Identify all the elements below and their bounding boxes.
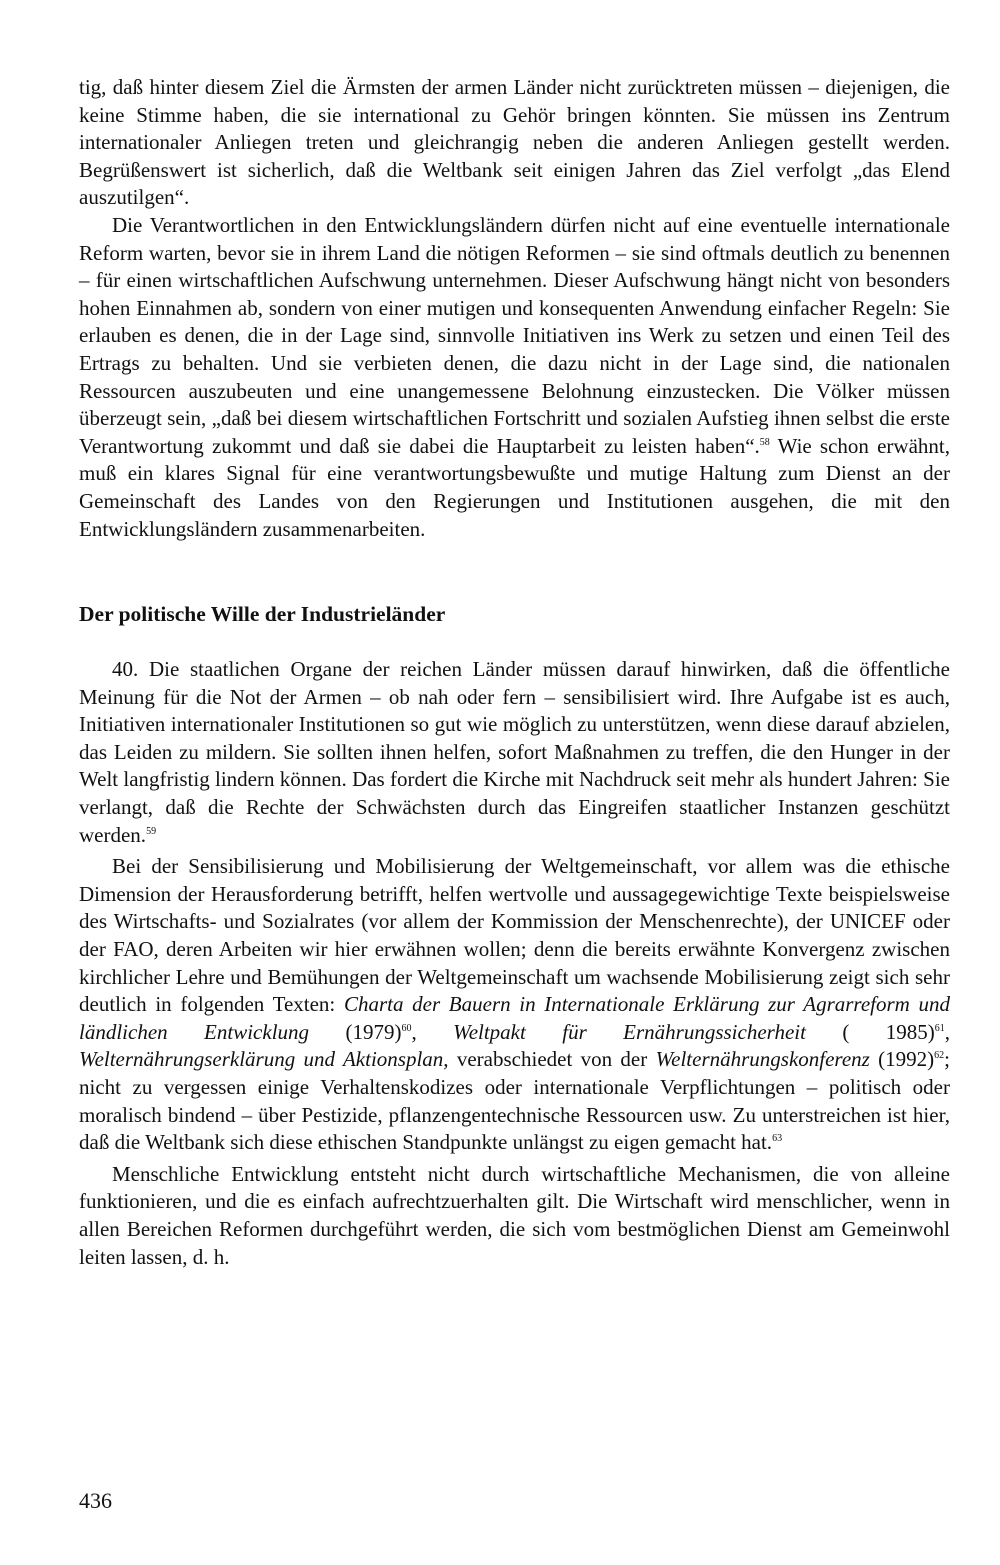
text-run: ,	[944, 1019, 951, 1044]
text-run: (1979)	[309, 1019, 402, 1044]
text-run: (1992)	[869, 1047, 935, 1072]
paragraph-mobilization	[79, 853, 950, 1157]
paragraph-developing-countries	[79, 212, 950, 543]
document-title: Welternährungserklärung und Aktionsplan,	[79, 1047, 449, 1072]
footnote-marker: 62	[934, 1050, 945, 1062]
text-run: Bei der Sensibilisierung und Mobilisierung der Weltgemeinschaft, vor allem was die ethische Dimension der Herausforderung betrifft, helfen wertvolle und aussagegewichtige Texte beispielsweise des Wirtschafts- und Sozialrates (vor allem der Kommission der Menschenrechte), der UNICEF oder der FAO, deren Arbeiten wir hier erwähnen wollen; denn die bereits erwähnte Konvergenz zwischen kirchlicher Lehre und Bemühungen der Weltgemeinschaft um wachsende Mobilisierung zeigt sich sehr deutlich in folgenden Texten:	[79, 854, 950, 1017]
footnote-marker: 61	[934, 1022, 945, 1034]
section-heading: Der politische Wille der Industrieländer	[79, 602, 446, 627]
paragraph-human-development	[79, 1161, 950, 1271]
document-title: Welternährungskonferenz	[655, 1047, 870, 1072]
text-run: Menschliche Entwicklung entsteht nicht durch wirtschaftliche Mechanismen, die von alleine funktionieren, und die es einfach aufrechtzuerhalten gilt. Die Wirtschaft wird menschlicher, wenn in allen Bereichen Reformen durchgeführt werden, die sich vom bestmöglichen Dienst am Gemeinwohl leiten lassen, d. h.	[79, 1161, 950, 1269]
text-run: tig, daß hinter diesem Ziel die Ärmsten der armen Länder nicht zurücktreten müssen – diejenigen, die keine Stimme haben, die sie international zu Gehör bringen könnten. Sie müssen ins Zentrum internationaler Anliegen treten und gleichrangig neben die anderen Anliegen gestellt werden. Begrüßenswert ist sicherlich, daß die Weltbank seit einigen Jahren das Ziel verfolgt „das Elend auszutilgen“.	[79, 75, 950, 210]
text-run: ; nicht zu vergessen einige Verhaltenskodizes oder internationale Verpflichtungen – politisch oder moralisch bindend – über Pestizide, pflanzengentechnische Ressourcen usw. Zu unterstreichen ist hier, daß die Weltbank sich diese ethischen Standpunkte unlängst zu eigen gemacht hat.	[79, 1047, 950, 1155]
footnote-marker: 63	[772, 1133, 783, 1145]
paragraph-continuation	[79, 74, 950, 212]
page-body	[79, 74, 950, 1271]
footnote-marker: 60	[401, 1022, 412, 1034]
text-run: Die Verantwortlichen in den Entwicklungsländern dürfen nicht auf eine eventuelle internationale Reform warten, bevor sie in ihrem Land die nötigen Reformen – sie sind oftmals deutlich zu benennen – für einen wirtschaftlichen Aufschwung unternehmen. Dieser Aufschwung hängt nicht von besonders hohen Einnahmen ab, sondern von einer mutigen und konsequenten Anwendung einfacher Regeln: Sie erlauben es denen, die in der Lage sind, sinnvolle Initiativen ins Werk zu setzen und einen Teil des Ertrags zu behalten. Und sie verbieten denen, die dazu nicht in der Lage sind, die nationalen Ressourcen auszubeuten und eine unangemessene Belohnung einzustecken. Die Völker müssen überzeugt sein, „daß bei diesem wirtschaftlichen Fortschritt und sozialen Aufstieg ihnen selbst die erste Verantwortung zukommt und daß sie dabei die Hauptarbeit zu leisten haben“.	[79, 212, 950, 458]
footnote-marker: 58	[759, 436, 770, 448]
text-run: ,	[411, 1019, 454, 1044]
document-title: Weltpakt für Ernährungssicherheit	[453, 1019, 806, 1044]
page-number: 436	[79, 1488, 112, 1513]
text-run: verabschiedet von der	[448, 1047, 656, 1072]
paragraph-40	[79, 656, 950, 849]
text-run: 40. Die staatlichen Organe der reichen Länder müssen darauf hinwirken, daß die öffentliche Meinung für die Not der Armen – ob nah oder fern – sensibilisiert wird. Ihre Aufgabe ist es auch, Initiativen internationaler Institutionen so gut wie möglich zu unterstützen, wenn diese darauf abzielen, das Leiden zu mildern. Sie sollten ihnen helfen, sofort Maßnahmen zu treffen, die den Hunger in der Welt langfristig lindern können. Das fordert die Kirche mit Nachdruck seit mehr als hundert Jahren: Sie verlangt, daß die Rechte der Schwächsten durch das Eingreifen staatlicher Instanzen geschützt werden.	[79, 657, 950, 847]
footnote-marker: 59	[146, 825, 157, 837]
text-run: ( 1985)	[805, 1019, 935, 1044]
text-run: Wie schon erwähnt, muß ein klares Signal für eine verantwortungsbewußte und mutige Haltung zum Dienst an der Gemeinschaft des Landes von den Regierungen und Institutionen ausgehen, die mit den Entwicklungsländern zusammenarbeiten.	[79, 433, 950, 541]
document-title: Charta der Bauern in Internationale Erklärung zur Agrarreform und ländlichen Entwicklung	[79, 992, 950, 1044]
